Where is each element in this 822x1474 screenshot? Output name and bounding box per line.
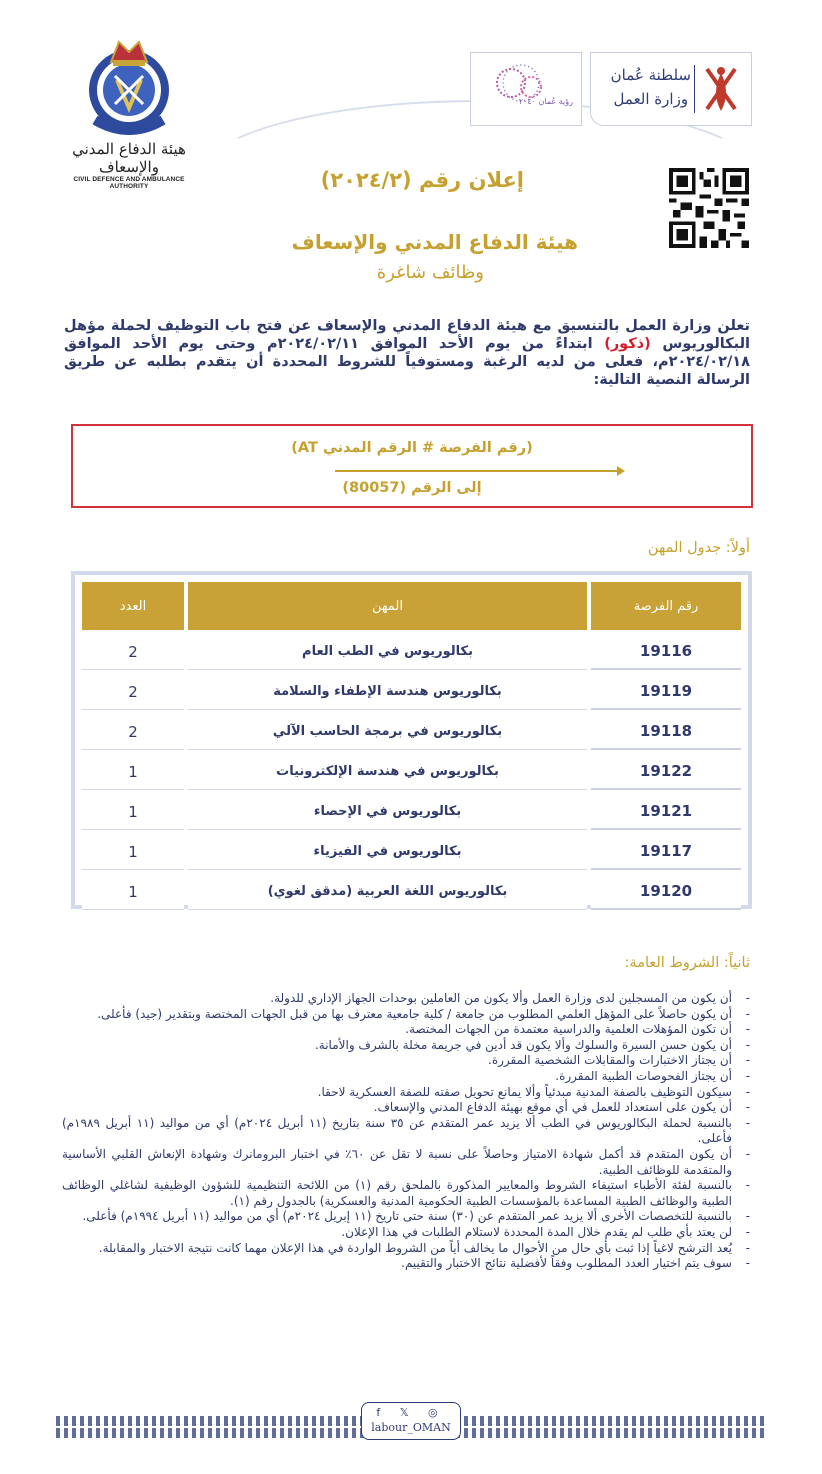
vision-text: رؤية عُمان ٢٠٤٠ bbox=[518, 97, 573, 106]
condition-item: - أن تكون المؤهلات العلمية والدراسية معتمدة من الجهات المختصة. bbox=[62, 1022, 752, 1038]
cell-count: 1 bbox=[82, 754, 184, 790]
table-row bbox=[82, 634, 741, 670]
condition-item: - لن يعتد بأي طلب لم يقدم خلال المدة المحددة لاستلام الطلبات في هذا الإعلان. bbox=[62, 1225, 752, 1241]
cell-count: 1 bbox=[82, 834, 184, 870]
cell-code: 19119 bbox=[591, 674, 741, 710]
condition-item: - بالنسبة للتخصصات الأخرى ألا يزيد عمر المتقدم عن (٣٠) سنة حتى تاريخ (١١ إبريل ٢٠٢٤م) أي من مواليد (١١ أبريل ١٩٩٤م) فأعلى. bbox=[62, 1209, 752, 1225]
table-row bbox=[82, 794, 741, 830]
cell-job: بكالوريوس في الفيزياء bbox=[188, 834, 587, 870]
arrow-right-icon bbox=[335, 470, 623, 472]
conditions-list bbox=[62, 991, 752, 1272]
social-icons[interactable]: f 𝕏 ◎ bbox=[376, 1406, 446, 1419]
jobs-table-header bbox=[82, 582, 741, 630]
intro-gender-highlight: (ذكور) bbox=[604, 336, 651, 352]
cell-count: 2 bbox=[82, 634, 184, 670]
table-row bbox=[82, 714, 741, 750]
header-count: العدد bbox=[82, 582, 184, 630]
condition-item: - بالنسبة لحملة البكالوريوس في الطب ألا يزيد عمر المتقدم عن ٣٥ سنة بتاريخ (١١ أبريل ٢٠٢٤م) أي من مواليد (١١ أبريل ١٩٨٩م) فأعلى. bbox=[62, 1116, 752, 1147]
cell-code: 19118 bbox=[591, 714, 741, 750]
sms-instructions-box bbox=[71, 424, 753, 508]
cell-code: 19116 bbox=[591, 634, 741, 670]
table-row bbox=[82, 674, 741, 710]
condition-item: - أن يكون حاصلاً على المؤهل العلمي المطلوب من جامعة / كلية جامعية معترف بها من قبل الجهات المختصة وبتقدير (جيد) فأعلى. bbox=[62, 1007, 752, 1023]
jobs-table bbox=[78, 578, 745, 914]
cell-job: بكالوريوس هندسة الإطفاء والسلامة bbox=[188, 674, 587, 710]
condition-item: - أن يكون حسن السيرة والسلوك وألا يكون قد أدين في جريمة مخلة بالشرف والأمانة. bbox=[62, 1038, 752, 1054]
cell-job: بكالوريوس في الطب العام bbox=[188, 634, 587, 670]
ministry-line-1: سلطنة عُمان bbox=[610, 66, 691, 84]
social-handle[interactable]: labour_OMAN bbox=[371, 1421, 451, 1434]
vacancies-subtitle: وظائف شاغرة bbox=[376, 262, 484, 283]
cell-code: 19117 bbox=[591, 834, 741, 870]
section-conditions-heading: ثانياً: الشروط العامة: bbox=[624, 955, 750, 971]
jobs-table-frame bbox=[71, 571, 752, 909]
cda-name-english: CIVIL DEFENCE AND AMBULANCE AUTHORITY bbox=[73, 176, 185, 190]
condition-item: - أن يجتاز الفحوصات الطبية المقررة. bbox=[62, 1069, 752, 1085]
condition-item: - سيكون التوظيف بالصفة المدنية مبدئياً وألا يمانع تحويل صفته للصفة العسكرية لاحقا. bbox=[62, 1085, 752, 1101]
condition-item: - أن يكون المتقدم قد أكمل شهادة الامتياز وحاصلاً على نسبة لا تقل عن ٦٠٪ في اختبار البرومانرك وشهادة الإنعاش القلبي الأساسية والمتقدمة للوظائف الطبية. bbox=[62, 1147, 752, 1178]
ministry-line-2: وزارة العمل bbox=[613, 90, 689, 108]
social-media-badge[interactable] bbox=[361, 1402, 461, 1440]
civil-defence-emblem bbox=[81, 28, 177, 138]
table-row bbox=[82, 874, 741, 910]
oman-vision-logo bbox=[470, 52, 582, 126]
header-job: المهن bbox=[188, 582, 587, 630]
condition-item: - بالنسبة لفئة الأطباء استيفاء الشروط والمعايير المذكورة بالملحق رقم (١) من اللائحة التنظيمية للشؤون الوظيفية لشاغلي الوظائف الطبية والوظائف الطبية المساعدة بالمؤسسات الطبية الحكومية المدنية والعسكرية) بالجدول رقم (١). bbox=[62, 1178, 752, 1209]
cell-code: 19121 bbox=[591, 794, 741, 830]
condition-item: - يُعد الترشح لاغياً إذا ثبت بأي حال من الأحوال ما يخالف أياً من الشروط الواردة في هذا الإعلان مهما كانت نتيجة الاختبار والمقابلة. bbox=[62, 1241, 752, 1257]
oman-emblem-icon bbox=[701, 63, 741, 115]
cell-code: 19122 bbox=[591, 754, 741, 790]
vision-emblem bbox=[471, 53, 581, 125]
cell-code: 19120 bbox=[591, 874, 741, 910]
qr-code[interactable] bbox=[668, 168, 750, 248]
section-jobs-heading: أولاً: جدول المهن bbox=[647, 540, 750, 556]
civil-defence-logo bbox=[58, 28, 200, 190]
condition-item: - سوف يتم اختيار العدد المطلوب وفقاً لأفضلية نتائج الاختبار والتقييم. bbox=[62, 1256, 752, 1272]
authority-title: هيئة الدفاع المدني والإسعاف bbox=[291, 230, 578, 254]
cell-job: بكالوريوس في الإحصاء bbox=[188, 794, 587, 830]
cell-job: بكالوريوس في برمجة الحاسب الآلي bbox=[188, 714, 587, 750]
cda-name-arabic: هيئة الدفاع المدني والإسعاف bbox=[72, 140, 186, 176]
ministry-name bbox=[611, 63, 691, 111]
header-code: رقم الفرصة bbox=[591, 582, 741, 630]
ministry-of-labour-logo bbox=[590, 52, 752, 126]
ministry-divider bbox=[694, 65, 695, 113]
condition-item: - أن يكون على استعداد للعمل في أي موقع بهيئة الدفاع المدني والإسعاف. bbox=[62, 1100, 752, 1116]
sms-format: (رقم الفرصة # الرقم المدني AT) bbox=[291, 440, 533, 456]
cell-job: بكالوريوس في هندسة الإلكترونيات bbox=[188, 754, 587, 790]
announcement-number: إعلان رقم (٢٠٢٤/٢) bbox=[320, 168, 524, 192]
cell-count: 1 bbox=[82, 874, 184, 910]
intro-text-after: ابتداءً من يوم الأحد الموافق ٢٠٢٤/٠٢/١١م وحتى يوم الأحد الموافق ٢٠٢٤/٠٢/١٨م، فعلى من لديه الرغبة ومستوفياً للشروط المحددة أن يتقدم بطلبه عن طريق الرسالة النصية التالية: bbox=[64, 336, 750, 388]
intro-text-before: تعلن وزارة العمل بالتنسيق مع هيئة الدفاع المدني والإسعاف عن فتح باب التوظيف لحملة مؤهل البكالوريوس bbox=[64, 318, 750, 352]
table-row bbox=[82, 834, 741, 870]
cell-count: 2 bbox=[82, 714, 184, 750]
condition-item: - أن يجتاز الاختبارات والمقابلات الشخصية المقررة. bbox=[62, 1053, 752, 1069]
sms-number: إلى الرقم (80057) bbox=[342, 480, 482, 496]
cell-job: بكالوريوس اللغة العربية (مدقق لغوي) bbox=[188, 874, 587, 910]
table-row bbox=[82, 754, 741, 790]
condition-item: - أن يكون من المسجلين لدى وزارة العمل وألا يكون من العاملين بوحدات الجهاز الإداري للدولة. bbox=[62, 991, 752, 1007]
cell-count: 1 bbox=[82, 794, 184, 830]
intro-paragraph bbox=[64, 317, 750, 389]
cell-count: 2 bbox=[82, 674, 184, 710]
